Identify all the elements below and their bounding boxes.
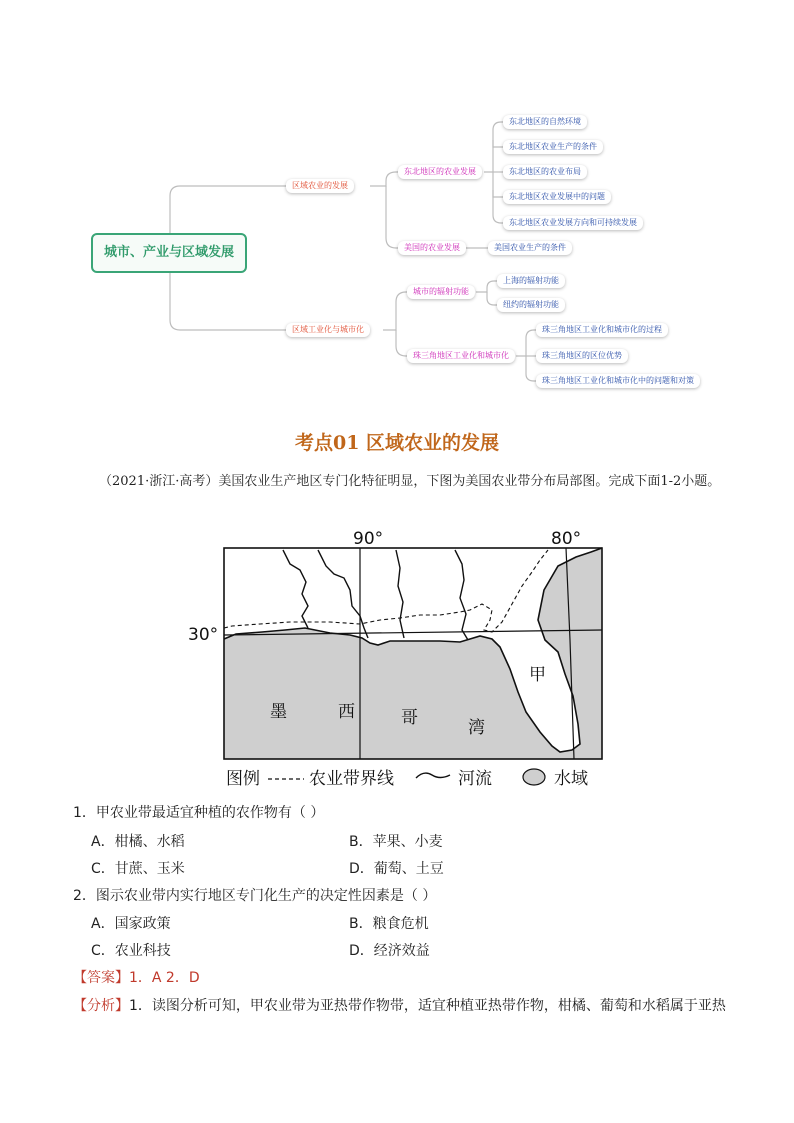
legend-river-icon	[416, 773, 450, 778]
analysis-text: 1．读图分析可知，甲农业带为亚热带作物带，适宜种植亚热带作物，柑橘、葡萄和水稻属于亚热	[129, 998, 726, 1014]
question-1-option-c: C．甘蔗、玉米	[91, 861, 185, 877]
analysis-line	[73, 996, 726, 1016]
question-2-option-b: B．粮食危机	[349, 916, 429, 932]
question-2-stem: 2．图示农业带内实行地区专门化生产的决定性因素是（ ）	[73, 888, 437, 904]
intro-text: 美国农业生产地区专门化特征明显，下图为美国农业带分布局部图。完成下面1-2小题。	[218, 474, 721, 489]
question-1-option-a: A．柑橘、水稻	[91, 834, 185, 850]
lon-label-80: 80°	[551, 529, 582, 549]
legend-title: 图例	[226, 769, 260, 789]
mindmap-connectors	[0, 0, 794, 400]
legend-water-icon	[523, 769, 545, 785]
mindmap-l1-agriculture: 区域农业的发展	[286, 179, 354, 193]
mindmap-l2-city-radiation: 城市的辐射功能	[407, 285, 475, 299]
question-intro	[73, 466, 723, 497]
intro-source: （2021·浙江·高考）	[99, 474, 219, 489]
mindmap-l2-prd: 珠三角地区工业化和城市化	[407, 349, 515, 363]
water-label-char: 西	[338, 702, 355, 722]
question-1-stem: 1．甲农业带最适宜种植的农作物有（ ）	[73, 805, 325, 821]
region-label-jia: 甲	[529, 665, 546, 685]
legend-boundary-label: 农业带界线	[309, 769, 394, 789]
mindmap-l3-item: 珠三角地区工业化和城市化的过程	[536, 323, 668, 337]
answer-line	[73, 968, 200, 988]
mindmap-l3-item: 美国农业生产的条件	[488, 241, 572, 255]
water-label-char: 墨	[270, 702, 287, 722]
mindmap-l3-item: 东北地区农业生产的条件	[503, 140, 603, 154]
legend-water-label: 水域	[554, 769, 588, 789]
mindmap-l3-item: 东北地区的农业布局	[503, 165, 587, 179]
mindmap-l2-usa: 美国的农业发展	[398, 241, 466, 255]
lon-label-90: 90°	[353, 529, 384, 549]
question-2-option-c: C．农业科技	[91, 943, 171, 959]
mindmap-l3-item: 纽约的辐射功能	[497, 298, 565, 312]
mindmap-l3-item: 东北地区的自然环境	[503, 115, 587, 129]
section-title: 考点01 区域农业的发展	[294, 432, 500, 454]
mindmap-l3-item: 珠三角地区工业化和城市化中的问题和对策	[536, 374, 700, 388]
answer-text: 1．A 2．D	[129, 970, 200, 986]
answer-tag: 【答案】	[73, 970, 129, 986]
mindmap-root: 城市、产业与区域发展	[91, 233, 247, 273]
agriculture-belt-map	[0, 520, 794, 795]
water-label-char: 湾	[468, 718, 485, 738]
water-label-char: 哥	[401, 708, 418, 728]
question-1-option-d: D．葡萄、土豆	[349, 861, 444, 877]
mindmap-l3-item: 东北地区农业发展中的问题	[503, 190, 611, 204]
question-2-option-d: D．经济效益	[349, 943, 430, 959]
mindmap-l2-northeast: 东北地区的农业发展	[398, 165, 482, 179]
lat-label-30: 30°	[188, 625, 219, 645]
question-2-option-a: A．国家政策	[91, 916, 171, 932]
question-1-option-b: B．苹果、小麦	[349, 834, 443, 850]
mindmap-l3-item: 珠三角地区的区位优势	[536, 349, 628, 363]
analysis-tag: 【分析】	[73, 998, 129, 1014]
mindmap-l3-item: 上海的辐射功能	[497, 274, 565, 288]
mindmap-l1-industrialization: 区域工业化与城市化	[286, 323, 370, 337]
mindmap-l3-item: 东北地区农业发展方向和可持续发展	[503, 216, 643, 230]
legend-river-label: 河流	[458, 769, 492, 789]
